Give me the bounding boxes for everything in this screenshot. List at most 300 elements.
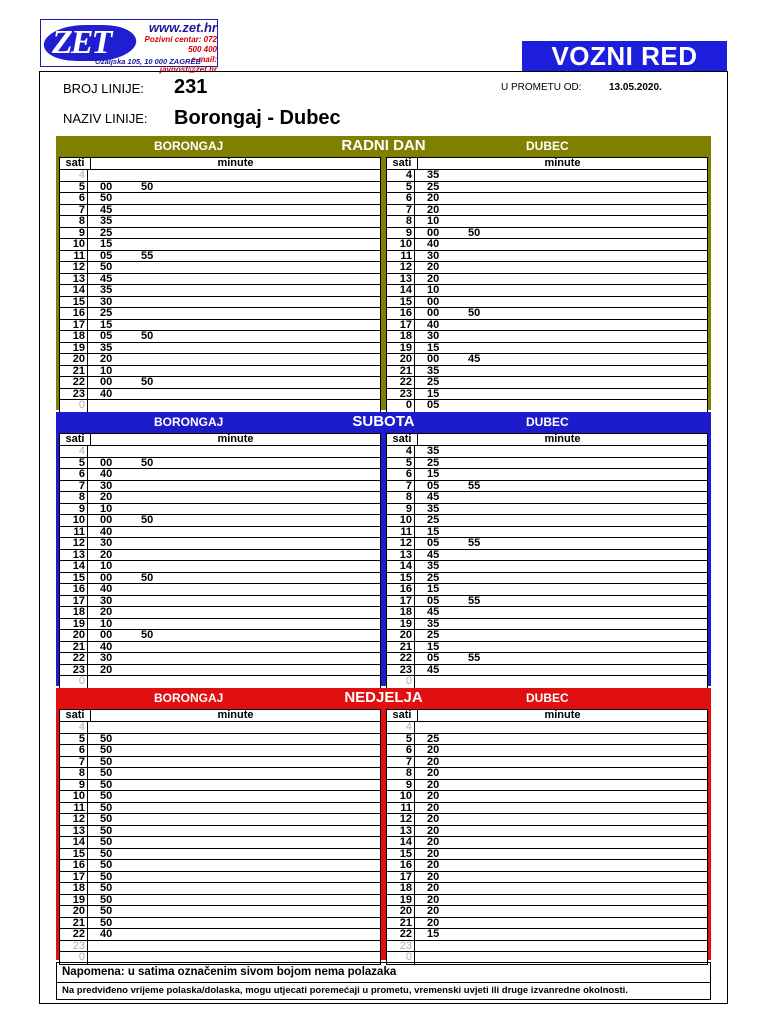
departure-minute: 50 [141,376,154,388]
minutes-cell [427,285,468,296]
departure-minute: 20 [427,744,440,756]
minutes-cell [427,550,468,561]
departure-minute: 50 [100,916,113,929]
departure-minute: 30 [100,295,113,308]
minutes-cell [100,561,141,572]
minutes-cell [427,262,468,273]
minutes-cell [100,251,182,262]
panel-header [56,688,711,707]
hour-cell: 10 [60,515,88,526]
hour-cell: 17 [387,596,415,607]
departure-minute: 50 [100,847,113,860]
minutes-cell [100,308,141,319]
departure-minute: 20 [427,755,440,768]
table-row [387,262,707,274]
hour-cell: 21 [387,642,415,653]
hour-cell: 10 [60,239,88,250]
departure-minute: 50 [100,744,113,756]
table-row [60,515,380,527]
departure-minute: 20 [427,272,440,285]
minutes-cell [100,320,141,331]
minutes-cell [427,837,468,848]
table-row [60,262,380,274]
table-row [60,354,380,366]
hour-cell: 11 [387,527,415,538]
hour-cell: 21 [387,366,415,377]
note-disclaimer: Na predviđeno vrijeme polaska/dolaska, mogu utjecati poremećaji u prometu, vremenski uvjeti ili druge izvanredne okolnosti. [62,985,628,996]
line-number: 231 [174,76,208,98]
hour-cell: 9 [60,504,88,515]
minutes-cell [100,239,141,250]
minutes-cell [100,331,182,342]
schedule-table-right [386,157,708,413]
hour-cell: 20 [60,906,88,917]
table-row [60,607,380,619]
minutes-cell [427,251,468,262]
hour-cell: 5 [387,182,415,193]
departure-minute: 10 [100,502,113,515]
hour-cell: 19 [387,343,415,354]
hour-cell: 23 [60,389,88,400]
departure-minute: 50 [100,192,113,204]
minutes-cell [427,803,468,814]
hour-cell: 7 [387,481,415,492]
minutes-cell [427,515,468,526]
departure-minute: 30 [100,479,113,492]
table-row [60,446,380,458]
table-row [60,837,380,849]
hour-cell: 7 [60,205,88,216]
panel-saturday [56,412,711,686]
minutes-cell [427,860,468,871]
hour-cell: 12 [60,538,88,549]
departure-minute: 50 [100,824,113,837]
hour-cell: 5 [60,734,88,745]
hour-cell: 23 [387,941,415,952]
departure-minute: 50 [100,859,113,871]
departure-minute: 00 [100,180,113,193]
hour-cell: 0 [60,400,88,412]
departure-minute: 25 [427,514,440,526]
line-name: Borongaj - Dubec [174,107,341,129]
hour-cell: 0 [387,952,415,964]
table-row [387,941,707,953]
minutes-cell [427,366,468,377]
minutes-cell [100,389,141,400]
departure-minute: 40 [427,318,440,331]
minutes-cell [100,596,141,607]
column-header [387,710,707,722]
hour-cell: 6 [387,193,415,204]
minutes-cell [427,458,468,469]
departure-minute: 40 [100,640,113,653]
minutes-cell [100,538,141,549]
minutes-cell [427,619,468,630]
departure-minute: 50 [141,180,154,193]
hour-cell: 10 [387,239,415,250]
departure-minute: 20 [427,790,440,802]
hour-cell: 10 [60,791,88,802]
minutes-cell [100,630,182,641]
day-type: RADNI DAN [341,137,426,154]
departure-minute: 45 [427,548,440,561]
hour-cell: 14 [387,561,415,572]
hour-cell: 16 [60,584,88,595]
hour-cell: 18 [60,883,88,894]
hour-cell: 20 [387,630,415,641]
hour-cell: 8 [387,768,415,779]
departure-minute: 00 [100,376,113,388]
departure-minute: 20 [427,847,440,860]
hour-cell: 7 [60,757,88,768]
departure-minute: 50 [100,755,113,768]
minutes-cell [427,239,468,250]
departure-minute: 20 [100,491,113,503]
table-row [387,239,707,251]
hour-cell: 17 [387,320,415,331]
table-row [60,584,380,596]
hour-cell: 9 [387,228,415,239]
hour-cell: 16 [387,584,415,595]
minutes-cell [427,757,468,768]
hour-cell: 7 [387,205,415,216]
hour-cell: 23 [387,665,415,676]
table-row [60,538,380,550]
panel-weekday [56,136,711,410]
hour-cell: 11 [60,251,88,262]
hour-cell: 18 [60,607,88,618]
hour-cell: 13 [387,550,415,561]
hour-cell: 19 [387,619,415,630]
minutes-cell [100,492,141,503]
direction-right: DUBEC [526,691,569,705]
table-row [387,354,707,366]
minutes-cell [427,170,468,181]
zet-logo [40,19,218,74]
panel-sunday [56,688,711,963]
departure-minute: 35 [427,617,440,630]
departure-minute: 20 [100,353,113,365]
hour-cell: 11 [387,251,415,262]
departure-minute: 20 [100,606,113,618]
departure-minute: 30 [427,249,440,262]
logo-call-center: Pozivni centar: 072 500 400 [144,35,217,54]
minutes-column-header: minute [544,157,581,169]
departure-minute: 20 [427,836,440,848]
departure-minute: 15 [427,341,440,354]
departure-minute: 10 [100,617,113,630]
minutes-cell [100,285,141,296]
hour-column-header: sati [60,434,91,445]
table-row [60,768,380,780]
hour-cell: 12 [387,814,415,825]
minutes-cell [427,527,468,538]
hour-cell: 20 [387,906,415,917]
hour-cell: 16 [387,860,415,871]
departure-minute: 15 [100,238,113,250]
hour-cell: 23 [60,665,88,676]
departure-minute: 45 [100,272,113,285]
minutes-cell [427,745,468,756]
hour-cell: 23 [387,389,415,400]
departure-minute: 40 [100,525,113,538]
direction-right: DUBEC [526,415,569,429]
hour-cell: 16 [387,308,415,319]
table-row [387,676,707,688]
minutes-cell [100,803,141,814]
minutes-cell [100,872,141,883]
departure-minute: 50 [100,870,113,883]
minutes-cell [427,354,509,365]
hour-cell: 4 [387,170,415,181]
hour-cell: 6 [60,469,88,480]
departure-minute: 20 [427,778,440,791]
hour-cell: 22 [387,929,415,940]
departure-minute: 20 [427,916,440,929]
departure-minute: 00 [427,295,440,308]
minutes-cell [427,642,468,653]
hour-column-header: sati [60,158,91,169]
minutes-cell [100,814,141,825]
minutes-cell [100,377,182,388]
minutes-column-header: minute [217,157,254,169]
minutes-cell [427,343,468,354]
departure-minute: 30 [100,537,113,549]
minutes-cell [427,469,468,480]
minutes-cell [100,469,141,480]
table-row [60,400,380,412]
minutes-cell [427,389,468,400]
hour-cell: 6 [387,745,415,756]
minutes-cell [427,297,468,308]
table-row [60,193,380,205]
hour-cell: 9 [60,780,88,791]
table-row [387,607,707,619]
hour-cell: 12 [60,262,88,273]
minutes-cell [427,849,468,860]
table-row [60,170,380,182]
valid-from-date: 13.05.2020. [609,82,662,93]
departure-minute: 00 [100,629,113,641]
hour-cell: 5 [60,458,88,469]
minutes-cell [427,906,468,917]
hour-cell: 11 [60,527,88,538]
minutes-cell [100,780,141,791]
line-name-label: NAZIV LINIJE: [63,111,148,126]
column-header [60,710,380,722]
hour-cell: 15 [387,849,415,860]
departure-minute: 50 [100,813,113,825]
minutes-cell [427,538,509,549]
departure-minute: 45 [100,203,113,216]
day-type: SUBOTA [352,413,415,430]
departure-minute: 55 [141,249,154,262]
hour-cell: 11 [60,803,88,814]
minutes-cell [427,182,468,193]
departure-minute: 20 [427,882,440,894]
hour-cell: 21 [60,642,88,653]
departure-minute: 20 [427,859,440,871]
departure-minute: 40 [100,468,113,480]
zet-logo-letters: ZET [52,24,111,61]
departure-minute: 50 [100,882,113,894]
hour-cell: 13 [387,274,415,285]
minutes-column-header: minute [217,709,254,721]
minutes-cell [427,504,468,515]
column-header [60,434,380,446]
table-row [387,446,707,458]
schedule-table-left [59,433,381,689]
table-row [60,561,380,573]
minutes-cell [427,492,468,503]
table-row [387,860,707,872]
departure-minute: 35 [427,445,440,457]
departure-minute: 50 [100,801,113,814]
table-row [60,389,380,401]
departure-minute: 00 [427,226,440,239]
hour-cell: 18 [387,331,415,342]
departure-minute: 05 [427,594,440,607]
departure-minute: 05 [100,249,113,262]
hour-cell: 15 [60,297,88,308]
hour-cell: 4 [60,446,88,457]
hour-cell: 8 [387,492,415,503]
table-row [387,308,707,320]
hour-cell: 18 [60,331,88,342]
hour-cell: 21 [60,366,88,377]
minutes-cell [427,228,509,239]
departure-minute: 55 [468,479,481,492]
valid-from-label: U PROMETU OD: [501,82,582,93]
departure-minute: 15 [100,318,113,331]
hour-cell: 12 [387,262,415,273]
departure-minute: 50 [100,732,113,745]
departure-minute: 35 [100,341,113,354]
direction-left: BORONGAJ [154,139,224,153]
departure-minute: 25 [427,180,440,193]
table-row [387,722,707,734]
hour-cell: 19 [60,343,88,354]
column-header [60,158,380,170]
minutes-cell [100,745,141,756]
hour-cell: 7 [387,757,415,768]
departure-minute: 05 [427,652,440,664]
hour-cell: 13 [387,826,415,837]
table-row [387,791,707,803]
minutes-cell [100,550,141,561]
minutes-column-header: minute [544,433,581,445]
hour-cell: 18 [387,607,415,618]
table-row [60,239,380,251]
hour-cell: 8 [60,216,88,227]
table-row [387,170,707,182]
table-row [60,216,380,228]
table-row [60,906,380,918]
page-title: VOZNI RED [522,41,727,71]
departure-minute: 35 [100,284,113,296]
departure-minute: 20 [427,824,440,837]
table-row [387,653,707,665]
departure-minute: 20 [427,870,440,883]
minutes-cell [100,619,141,630]
minutes-cell [100,607,141,618]
hour-cell: 19 [60,619,88,630]
hour-cell: 8 [60,492,88,503]
departure-minute: 50 [141,571,154,584]
note-divider [57,982,710,983]
hour-cell: 12 [387,538,415,549]
departure-minute: 35 [427,560,440,572]
hour-cell: 5 [60,182,88,193]
departure-minute: 40 [100,583,113,595]
note-grey-hours: Napomena: u satima označenim sivom bojom nema polazaka [62,966,397,978]
table-row [387,584,707,596]
departure-minute: 20 [427,203,440,216]
hour-cell: 13 [60,550,88,561]
table-row [387,515,707,527]
table-row [387,929,707,941]
minutes-cell [100,826,141,837]
hour-cell: 23 [60,941,88,952]
minutes-cell [100,757,141,768]
table-row [60,285,380,297]
minutes-cell [427,481,509,492]
departure-minute: 50 [468,307,481,319]
departure-minute: 55 [468,652,481,664]
minutes-cell [427,607,468,618]
departure-minute: 00 [100,571,113,584]
departure-minute: 25 [427,376,440,388]
hour-cell: 15 [387,297,415,308]
departure-minute: 50 [100,905,113,917]
minutes-cell [100,527,141,538]
table-row [60,653,380,665]
departure-minute: 50 [141,514,154,526]
hour-cell: 5 [387,734,415,745]
departure-minute: 05 [427,399,440,411]
minutes-cell [427,216,468,227]
hour-cell: 22 [387,653,415,664]
table-row [387,377,707,389]
departure-minute: 25 [100,307,113,319]
schedule-table-right [386,433,708,689]
departure-minute: 20 [427,801,440,814]
minutes-cell [427,895,468,906]
departure-minute: 50 [100,261,113,273]
hour-cell: 0 [60,952,88,964]
hour-cell: 10 [387,791,415,802]
minutes-cell [100,366,141,377]
table-row [387,331,707,343]
minutes-cell [427,193,468,204]
minutes-cell [100,734,141,745]
table-row [387,216,707,228]
hour-cell: 15 [60,573,88,584]
minutes-cell [100,895,141,906]
departure-minute: 20 [427,905,440,917]
departure-minute: 35 [427,364,440,377]
departure-minute: 25 [427,571,440,584]
departure-minute: 15 [427,387,440,400]
departure-minute: 45 [427,663,440,676]
hour-cell: 17 [387,872,415,883]
table-row [60,676,380,688]
table-row [60,860,380,872]
departure-minute: 10 [100,364,113,377]
minutes-cell [100,343,141,354]
minutes-cell [100,504,141,515]
minutes-cell [100,642,141,653]
